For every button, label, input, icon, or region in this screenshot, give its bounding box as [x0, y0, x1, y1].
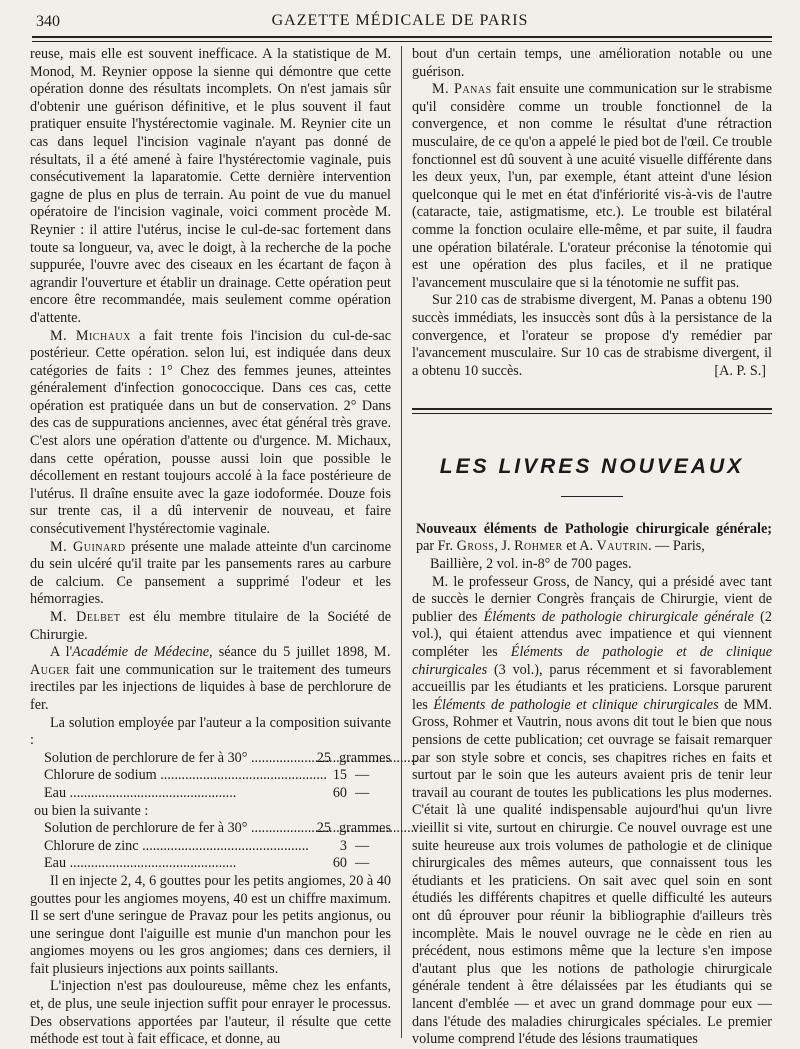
institution-name: Académie de Médecine: [72, 644, 210, 661]
title-underline: [561, 496, 623, 497]
signature: [A. P. S.]: [714, 362, 766, 379]
unit: —: [355, 837, 370, 854]
page-number: 340: [36, 13, 60, 30]
right-column: [412, 46, 773, 1048]
book-ref-text: et A.: [562, 538, 597, 555]
person-name: M. Auger: [30, 644, 391, 678]
person-name: M. Guinard: [50, 538, 126, 555]
formula-row: [30, 767, 391, 785]
quantity: 3: [339, 837, 347, 854]
paragraph: [30, 609, 391, 644]
unit: grammes: [338, 749, 391, 766]
person-name: M. Panas: [432, 81, 492, 98]
formula-row: [30, 750, 391, 768]
book-title-italic: Éléments de pathologie et clinique chirurgicales: [433, 696, 719, 713]
ingredient: Solution de perchlorure de fer à 30° .....: [44, 750, 292, 768]
paragraph: La solution employée par l'auteur a la composition suivante :: [30, 714, 391, 749]
unit: —: [355, 767, 370, 784]
paragraph: [30, 644, 391, 714]
paragraph-text: , séance du 5 juillet 1898,: [209, 644, 374, 661]
author-name: Vautrin: [596, 538, 649, 555]
paragraph: bout d'un certain temps, une amélioration notable ou une guérison.: [412, 46, 772, 80]
ingredient: Solution de perchlorure de fer à 30° .....: [44, 820, 292, 838]
ingredient: Chlorure de sodium .....: [44, 767, 292, 785]
formula-row: [30, 838, 391, 856]
paragraph: [412, 81, 772, 292]
paragraph-text: A l': [50, 644, 73, 661]
book-publisher: Baillière, 2 vol. in-8° de 700 pages.: [430, 556, 632, 573]
unit: —: [355, 784, 370, 801]
ingredient: Eau .....: [44, 855, 292, 873]
paragraph-text: de MM. Gross, Rohmer et Vautrin, nous avons dit tout le bien que nous pensions de cette publication; cet ouvrage se faisait remarquer par son style sobre et concis, ses chapitres riches en faits et surtout par le soin que les auteurs avaient pris de tenir leur travail au courant de toutes les publications les plus modernes. C'était là une qualité indispensable aujourd'hui qu'un livre vieillit si vite, surtout en chirurgie. Ce nouvel ouvrage est une suite heureuse aux trois volumes de pathologie et de clinique chirurgicales des mêmes auteurs, que connaissent tous les étudiants et les praticiens. On sait avec quel soin en sont étudiés les différents chapitres et quelle difficulté les auteurs ont dû éprouver pour réunir la bibliographie d'ailleurs très incomplète. Mais le nouvel ouvrage ne le cède en rien au précédent, nous estimons même que la lecture s'en impose d'autant plus que les notions de pathologie chirurgicale générale tendent à être délaissées par les étudiants qui se lancent d'emblée — et avec un grand dommage pour eux — dans l'étude des maladies chirurgicales spéciales. Le premier volume comprend l'étude des lésions traumatiques: [412, 696, 772, 1048]
paragraph: L'injection n'est pas douloureuse, même chez les enfants, et, de plus, une seule injection suffit pour enrayer le processus. Des observations apportées par l'auteur, il résulte que cette méthode est tout à fait efficace, et donne, au: [30, 978, 391, 1048]
header-rule: [32, 36, 772, 42]
paragraph-text: M. le professeur Gross, de Nancy, qui a présidé avec tant de succès le dernier Congrès français de Chirurgie, vient de publier des: [412, 573, 772, 625]
ingredient: Eau .....: [44, 785, 292, 803]
book-title-italic: Éléments de pathologie chirurgicale générale: [483, 608, 754, 625]
paragraph-text: Sur 210 cas de strabisme divergent, M. Panas a obtenu 190 succès immédiats, les insuccès sont dûs à la persistance de la convergence, et l'orateur se propose d'y remédier par l'avancement musculaire. Sur 10 cas de strabisme divergent, il a obtenu 10 succès.: [412, 292, 772, 379]
paragraph: [30, 328, 391, 539]
author-name: Gross: [456, 538, 495, 555]
paragraph: [412, 292, 772, 380]
quantity: 60: [332, 784, 347, 801]
paragraph-text: présente une malade atteinte d'un carcinome du sein ulcéré qu'il traite par les pansements rares au carbure de calcium. Ce pansement a supprimé l'odeur et les hémorragies.: [30, 538, 391, 608]
formula-2: [30, 820, 391, 873]
formula-1: [30, 750, 391, 803]
author-name: Rohmer: [514, 538, 563, 555]
book-title: Nouveaux éléments de Pathologie chirurgicale générale;: [416, 520, 772, 537]
formula-intro: ou bien la suivante :: [34, 802, 149, 819]
paragraph: Il en injecte 2, 4, 6 gouttes pour les petits angiomes, 20 à 40 gouttes pour les angiomes moyens, 40 est un chiffre maximum. Il se sert d'une seringue de Pravaz pour les petits angionus, ou une seringue dont l'aiguille est munie d'un manchon pour les angiomes moyens ou les gros angiomes; dans ces derniers, il fait plusieurs injections aux points saillants.: [30, 872, 391, 977]
unit: grammes: [338, 820, 391, 837]
formula-row: [30, 785, 391, 803]
paragraph-text: (3 vol.), parus récemment et si favorablement accueillis par les étudiants et les praticiens. Lorsque parurent les: [412, 661, 772, 713]
left-column: [30, 46, 391, 1048]
quantity: 60: [332, 855, 347, 872]
paragraph-text: fait une communication sur le traitement des tumeurs irectiles par les injections de liquides à base de perchlorure de fer.: [30, 661, 391, 713]
paragraph-text: fait ensuite une communication sur le strabisme qu'il considère comme un trouble fonctionnel de la convergence, et non comme le résultat d'une rétraction musculaire, de ce qu'on a appelé le pied bot de l'œil. Ce trouble fonctionnel est dû souvent à une acuité visuelle différente dans les deux yeux, l'un, par exemple, étant atteint d'une lésion quelconque qui le met en état d'infériorité vis-à-vis de l'autre (cataracte, taie, astigmatisme, etc.). Le trouble est bilatéral comme la fonction oculaire elle-même, et par suite, il faudra une opération bilatérale. L'orateur préconise la ténotomie qui est une opération des plus faciles, et il ne pratique l'avancement musculaire que si la ténotomie ne suffit pas.: [412, 81, 772, 291]
unit: —: [355, 855, 370, 872]
column-divider: [401, 46, 402, 1038]
section-title: LES LIVRES NOUVEAUX: [439, 455, 745, 479]
paragraph: [30, 539, 391, 609]
quantity: 25: [316, 749, 331, 766]
paragraph: [412, 574, 772, 1049]
running-title: GAZETTE MÉDICALE DE PARIS: [271, 12, 529, 29]
paragraph: reuse, mais elle est souvent inefficace. A la statistique de M. Monod, M. Reynier oppose la sienne qui démontre que cette opération donne des résultats incomplets. On n'est jamais sûr d'obtenir une guérison définitive, et le plus souvent il faut pratiquer ensuite l'hystérectomie vaginale. M. Reynier cite un cas dans lequel l'incision vaginale n'ayant pas donné de résultats, il a été amené à faire l'hystérectomie vaginale, puis consécutivement la laparatomie. Cette dernière intervention gagne de plus en plus de terrain. Au point de vue du manuel opératoire de l'incision vaginale, voici comment procède M. Reynier : il attire l'utérus, incise le cul-de-sac fortement dans toute sa longueur, va, avec le doigt, à la recherche de la poche suppurée, l'ouvre avec des ciseaux en les écartant de façon à agrandir l'ouverture et établir un drainage. Cette opération peut encore être recommandée, mais seulement comme opération d'attente.: [30, 46, 391, 326]
section-rule: [412, 408, 772, 414]
book-title-italic: Éléments de pathologie et de clinique chirurgicales: [412, 644, 772, 678]
quantity: 25: [316, 820, 331, 837]
book-ref-text: . — Paris,: [648, 538, 705, 555]
book-reference: [412, 521, 772, 574]
ingredient: Chlorure de zinc .....: [44, 838, 292, 856]
book-ref-text: par Fr.: [416, 538, 457, 555]
paragraph-text: est élu membre titulaire de la Société de Chirurgie.: [30, 609, 391, 643]
person-name: M. Delbet: [50, 609, 121, 625]
paragraph-text: (2 vol.), qui étaient attendus avec impatience et qui viennent compléter les: [412, 608, 773, 661]
paragraph-text: a fait trente fois l'incision du cul-de-sac postérieur. Cette opération. selon lui, est indiquée dans deux catégories de faits : 1° Chez des femmes jeunes, atteintes généralement d'infection gonococcique. Dans ces cas, cette opération est pratiquée dans un but de conservation. 2° Dans des cas de suppurations anciennes, avec état général très grave. C'est alors une opération d'attente ou d'urgence. M. Michaux, dans cette opération, pousse aussi loin que possible le décollement en restant toujours accolé à la face postérieure de l'utérus. Il draîne ensuite avec la gaze iodoformée. Douze fois sur trente cas, il a dû intervenir de nouveau, et faire consécutivement l'hystérectomie vaginale.: [30, 327, 391, 538]
formula-row: [30, 820, 391, 838]
book-ref-text: , J.: [494, 538, 515, 555]
person-name: M. Michaux: [50, 327, 131, 344]
quantity: 15: [332, 767, 347, 784]
formula-row: [30, 855, 391, 873]
